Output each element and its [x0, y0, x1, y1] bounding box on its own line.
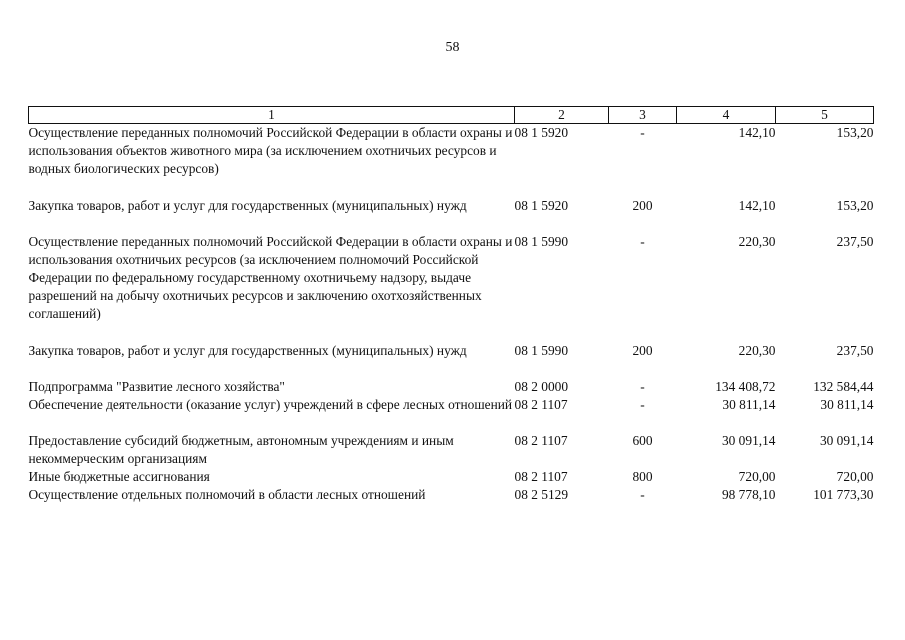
row-expense-type: -: [640, 234, 645, 249]
row-value-col4: 142,10: [738, 198, 776, 213]
row-expense-type: -: [640, 379, 645, 394]
row-name: Осуществление переданных полномочий Российской Федерации в области охраны и использования охотничьих ресурсов (за исключением полномочий Российской Федерации по федеральному государственному охотничьему надзору, выдаче разрешений на добычу охотничьих ресурсов и заключению охотхозяйственных соглашений): [28, 234, 513, 321]
row-value-col4: 30 091,14: [721, 433, 776, 448]
row-value-col4: 142,10: [738, 125, 776, 140]
row-value-col5: 153,20: [836, 125, 874, 140]
row-value-col4: 134 408,72: [715, 379, 776, 394]
table-row: [29, 378, 874, 396]
row-name: Закупка товаров, работ и услуг для государственных (муниципальных) нужд: [28, 343, 467, 358]
table-row: [29, 197, 874, 233]
row-value-col4: 30 811,14: [722, 397, 776, 412]
table-row: [29, 233, 874, 342]
row-value-col4: 720,00: [738, 469, 776, 484]
table-row: [29, 396, 874, 432]
row-value-col4: 220,30: [738, 234, 776, 249]
row-value-col5: 132 584,44: [813, 379, 874, 394]
row-code: 08 2 0000: [514, 379, 569, 394]
row-value-col5: 720,00: [836, 469, 874, 484]
row-expense-type: 600: [632, 433, 653, 448]
row-code: 08 2 1107: [514, 397, 568, 412]
row-value-col4: 220,30: [738, 343, 776, 358]
row-value-col5: 30 091,14: [819, 433, 874, 448]
column-header-3: 3: [609, 107, 677, 124]
row-expense-type: -: [640, 125, 645, 140]
row-name: Подпрограмма "Развитие лесного хозяйства": [28, 379, 285, 394]
row-name: Иные бюджетные ассигнования: [28, 469, 210, 484]
row-expense-type: 200: [632, 198, 653, 213]
column-header-5: 5: [776, 107, 874, 124]
row-name: Осуществление переданных полномочий Российской Федерации в области охраны и использования объектов животного мира (за исключением охотничьих ресурсов и водных биологических ресурсов): [28, 125, 513, 176]
row-value-col5: 237,50: [836, 343, 874, 358]
row-value-col4: 98 778,10: [721, 487, 776, 502]
row-value-col5: 101 773,30: [813, 487, 874, 502]
row-expense-type: -: [640, 487, 645, 502]
table-row: [29, 342, 874, 378]
row-code: 08 1 5920: [514, 198, 569, 213]
row-code: 08 2 5129: [514, 487, 569, 502]
row-code: 08 2 1107: [514, 469, 568, 484]
table-row: [29, 432, 874, 468]
row-code: 08 1 5920: [514, 125, 569, 140]
column-header-1: 1: [29, 107, 515, 124]
table-row: [29, 468, 874, 486]
row-code: 08 1 5990: [514, 234, 569, 249]
row-expense-type: 800: [632, 469, 653, 484]
row-expense-type: 200: [632, 343, 653, 358]
row-value-col5: 153,20: [836, 198, 874, 213]
row-value-col5: 30 811,14: [820, 397, 874, 412]
budget-table: [28, 106, 874, 504]
table-row: [29, 486, 874, 504]
row-name: Предоставление субсидий бюджетным, автономным учреждениям и иным некоммерческим организациям: [28, 433, 454, 466]
page-number: 58: [445, 40, 460, 55]
row-expense-type: -: [640, 397, 645, 412]
row-code: 08 2 1107: [514, 433, 568, 448]
column-header-4: 4: [677, 107, 776, 124]
row-code: 08 1 5990: [514, 343, 569, 358]
table-header-row: [29, 107, 874, 124]
row-name: Обеспечение деятельности (оказание услуг) учреждений в сфере лесных отношений: [28, 397, 513, 412]
column-header-2: 2: [515, 107, 609, 124]
row-value-col5: 237,50: [836, 234, 874, 249]
row-name: Закупка товаров, работ и услуг для государственных (муниципальных) нужд: [28, 198, 467, 213]
table-row: [29, 124, 874, 198]
row-name: Осуществление отдельных полномочий в области лесных отношений: [28, 487, 426, 502]
